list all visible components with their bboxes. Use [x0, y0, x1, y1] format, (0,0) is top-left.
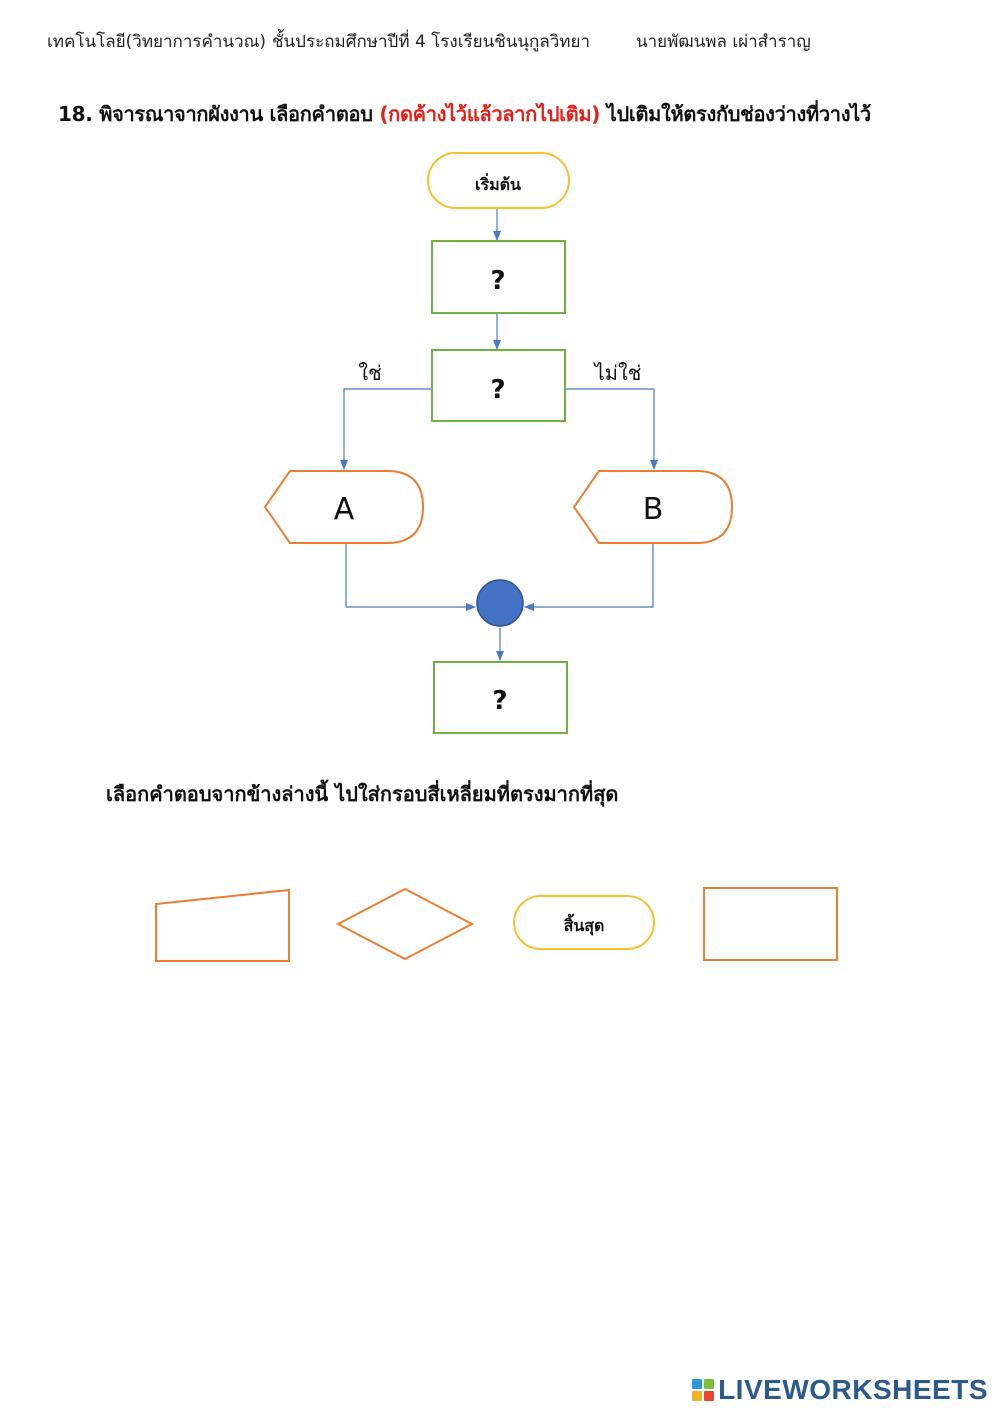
- arrow-b-to-connector: [525, 543, 653, 607]
- display-shape-a: [265, 471, 423, 543]
- start-label: เริ่มต้น: [475, 175, 521, 194]
- yes-label: ใช่: [358, 361, 382, 385]
- display-a-label: A: [333, 492, 355, 527]
- drop-slot-process-1[interactable]: [432, 241, 565, 313]
- question-highlight: (กดค้างไว้แล้วลากไปเติม): [379, 102, 601, 126]
- drop-slot-process-3[interactable]: [434, 662, 567, 733]
- no-label: ไม่ใช่: [594, 361, 642, 385]
- display-b-label: B: [642, 492, 664, 527]
- header-subject: เทคโนโลยี(วิทยาการคำนวณ): [47, 32, 266, 52]
- answer-manual-input-shape[interactable]: [156, 890, 289, 961]
- start-terminator: [428, 153, 569, 208]
- answer-process-rectangle-shape[interactable]: [704, 888, 837, 960]
- logo-mark-icon: [692, 1379, 714, 1401]
- question-before: 18. พิจารณาจากผังงาน เลือกคำตอบ: [58, 102, 380, 126]
- blank-1-label: ?: [490, 266, 506, 296]
- instruction-text: เลือกคำตอบจากข้างล่างนี้ ไปใส่กรอบสี่เหลี่ยมที่ตรงมากที่สุด: [106, 782, 619, 806]
- arrow-yes-branch: [344, 389, 432, 469]
- answer-end-terminator[interactable]: [514, 896, 654, 949]
- answer-decision-diamond-shape[interactable]: [338, 889, 472, 959]
- question-after: ไปเติมให้ตรงกับช่องว่างที่วางไว้: [600, 102, 871, 126]
- drop-slot-decision[interactable]: [432, 350, 565, 421]
- blank-3-label: ?: [492, 686, 508, 716]
- end-label: สิ้นสุด: [563, 916, 605, 935]
- header-teacher: นายพัฒนพล เผ่าสำราญ: [636, 32, 811, 52]
- display-shape-b: [574, 471, 732, 543]
- connector-circle: [477, 580, 523, 626]
- blank-2-label: ?: [490, 375, 506, 405]
- liveworksheets-logo: [692, 1374, 988, 1406]
- header-grade-school: ชั้นประถมศึกษาปีที่ 4 โรงเรียนชินนุกูลวิทยา: [272, 32, 591, 52]
- logo-text: LIVEWORKSHEETS: [718, 1374, 988, 1405]
- arrow-no-branch: [565, 389, 654, 469]
- arrow-a-to-connector: [346, 543, 475, 607]
